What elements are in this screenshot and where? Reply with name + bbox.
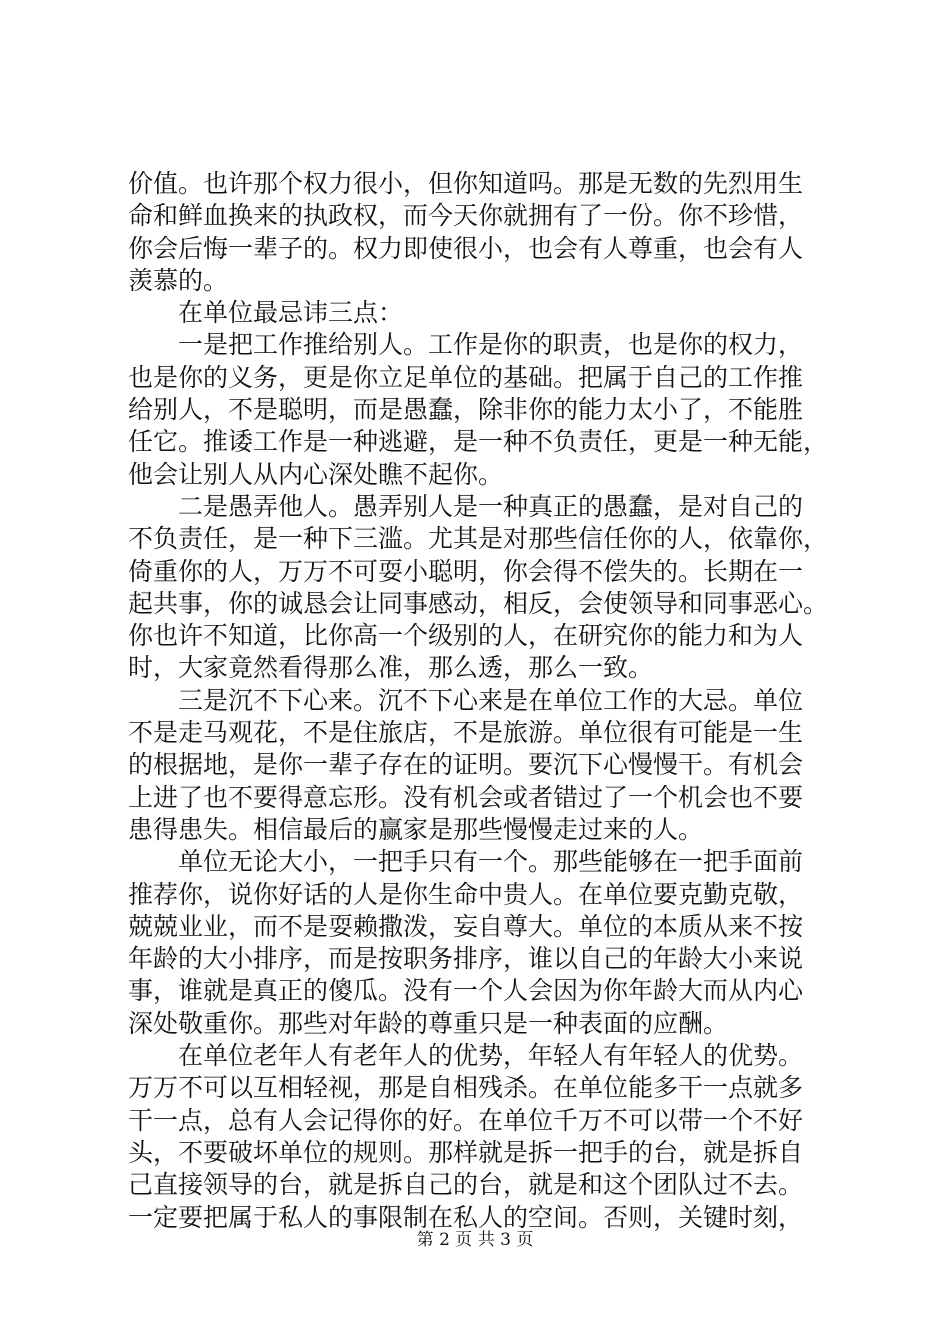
text-line: 深处敬重你。那些对年龄的尊重只是一种表面的应酬。	[128, 1008, 729, 1038]
text-line: 给别人，不是聪明，而是愚蠢，除非你的能力太小了，不能胜	[128, 395, 804, 425]
text-line: 羡慕的。	[128, 265, 229, 295]
text-line: 万万不可以互相轻视，那是自相残杀。在单位能多干一点就多	[128, 1073, 804, 1103]
text-line: 在单位老年人有老年人的优势，年轻人有年轻人的优势。	[128, 1041, 804, 1071]
text-line: 患得患失。相信最后的赢家是那些慢慢走过来的人。	[128, 814, 704, 844]
text-line: 头，不要破坏单位的规则。那样就是拆一把手的台，就是拆自	[128, 1137, 804, 1167]
text-line: 不负责任，是一种下三滥。尤其是对那些信任你的人，依靠你，	[128, 524, 829, 554]
text-line: 一定要把属于私人的事限制在私人的空间。否则，关键时刻，	[128, 1202, 804, 1232]
text-line: 兢兢业业，而不是耍赖撒泼，妄自尊大。单位的本质从来不按	[128, 911, 804, 941]
text-line: 干一点，总有人会记得你的好。在单位千万不可以带一个不好	[128, 1105, 804, 1135]
text-line: 价值。也许那个权力很小，但你知道吗。那是无数的先烈用生	[128, 169, 804, 198]
text-line: 事，谁就是真正的傻瓜。没有一个人会因为你年龄大而从内心	[128, 976, 804, 1006]
body-text	[128, 168, 848, 1234]
text-line: 己直接领导的台，就是拆自己的台，就是和这个团队过不去。	[128, 1170, 804, 1200]
page-number-footer: 第 2 页 共 3 页	[416, 1230, 534, 1250]
text-line: 一是把工作推给别人。工作是你的职责，也是你的权力，	[128, 330, 804, 360]
text-line: 任它。推诿工作是一种逃避，是一种不负责任，更是一种无能，	[128, 427, 829, 457]
text-line: 年龄的大小排序，而是按职务排序，谁以自己的年龄大小来说	[128, 944, 804, 974]
text-line: 三是沉不下心来。沉不下心来是在单位工作的大忌。单位	[128, 685, 804, 715]
text-line: 的根据地，是你一辈子存在的证明。要沉下心慢慢干。有机会	[128, 750, 804, 780]
text-line: 也是你的义务，更是你立足单位的基础。把属于自己的工作推	[128, 362, 804, 392]
text-line: 不是走马观花，不是住旅店，不是旅游。单位很有可能是一生	[128, 718, 804, 748]
text-line: 单位无论大小，一把手只有一个。那些能够在一把手面前	[128, 847, 804, 877]
text-line: 时，大家竟然看得那么准，那么透，那么一致。	[128, 653, 654, 683]
text-line: 在单位最忌讳三点：	[128, 298, 404, 328]
text-line: 起共事，你的诚恳会让同事感动，相反，会使领导和同事恶心。	[128, 588, 829, 618]
text-line: 倚重你的人，万万不可耍小聪明，你会得不偿失的。长期在一	[128, 556, 804, 586]
text-line: 你会后悔一辈子的。权力即使很小，也会有人尊重，也会有人	[128, 233, 804, 263]
text-line: 上进了也不要得意忘形。没有机会或者错过了一个机会也不要	[128, 782, 804, 812]
text-line: 推荐你，说你好话的人是你生命中贵人。在单位要克勤克敬，	[128, 879, 804, 909]
text-line: 他会让别人从内心深处瞧不起你。	[128, 459, 504, 489]
text-line: 命和鲜血换来的执政权，而今天你就拥有了一份。你不珍惜，	[128, 201, 804, 231]
text-line: 你也许不知道，比你高一个级别的人，在研究你的能力和为人	[128, 621, 804, 651]
text-line: 二是愚弄他人。愚弄别人是一种真正的愚蠢，是对自己的	[128, 491, 804, 521]
